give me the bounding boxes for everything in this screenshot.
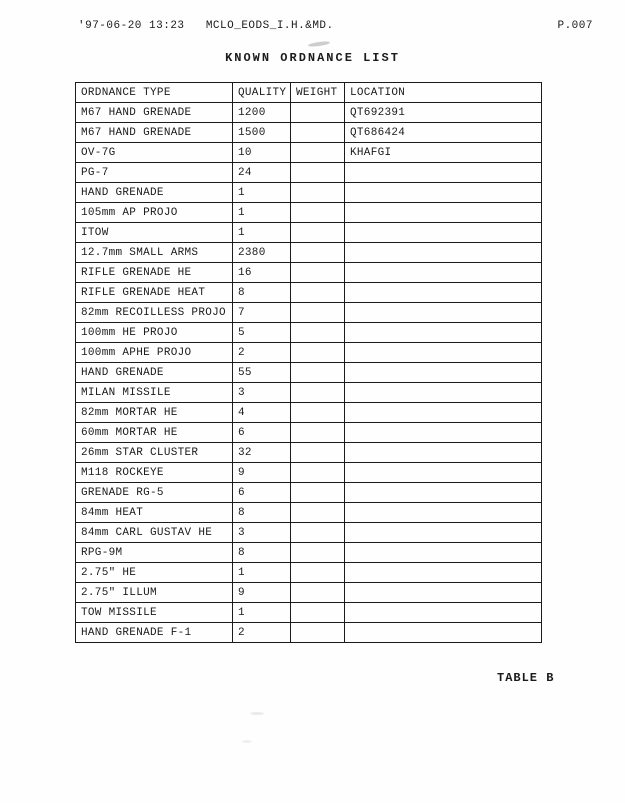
table-cell <box>291 243 345 263</box>
table-cell: 3 <box>233 523 291 543</box>
column-header-quality: QUALITY <box>233 83 291 103</box>
table-cell: 26mm STAR CLUSTER <box>76 443 233 463</box>
fax-timestamp-sender: '97-06-20 13:23 MCLO_EODS_I.H.&MD. <box>78 20 334 32</box>
table-row <box>76 363 542 383</box>
table-cell: 82mm RECOILLESS PROJO <box>76 303 233 323</box>
column-header-location: LOCATION <box>345 83 542 103</box>
table-cell: 6 <box>233 423 291 443</box>
table-cell <box>291 283 345 303</box>
table-cell <box>345 163 542 183</box>
table-cell: 24 <box>233 163 291 183</box>
column-header-ordnance-type: ORDNANCE TYPE <box>76 83 233 103</box>
table-cell <box>345 343 542 363</box>
table-cell: RPG-9M <box>76 543 233 563</box>
table-header-row <box>76 83 542 103</box>
table-cell: M118 ROCKEYE <box>76 463 233 483</box>
scan-artifact <box>242 740 252 743</box>
table-cell: 9 <box>233 583 291 603</box>
table-cell <box>345 203 542 223</box>
table-cell <box>291 203 345 223</box>
table-row <box>76 243 542 263</box>
table-cell <box>291 323 345 343</box>
table-cell <box>345 283 542 303</box>
table-cell: TOW MISSILE <box>76 603 233 623</box>
table-cell <box>291 143 345 163</box>
table-row <box>76 143 542 163</box>
table-row <box>76 203 542 223</box>
table-row <box>76 603 542 623</box>
table-row <box>76 523 542 543</box>
table-cell <box>291 483 345 503</box>
table-row <box>76 163 542 183</box>
table-row <box>76 423 542 443</box>
table-cell <box>291 103 345 123</box>
table-cell <box>345 243 542 263</box>
table-cell <box>291 363 345 383</box>
table-cell: 1 <box>233 603 291 623</box>
table-row <box>76 263 542 283</box>
table-cell <box>291 343 345 363</box>
table-cell <box>291 163 345 183</box>
table-row <box>76 323 542 343</box>
table-cell <box>345 443 542 463</box>
table-row <box>76 403 542 423</box>
table-cell <box>291 583 345 603</box>
table-cell: 3 <box>233 383 291 403</box>
table-row <box>76 563 542 583</box>
table-cell: HAND GRENADE F-1 <box>76 623 233 643</box>
table-cell: 1 <box>233 203 291 223</box>
table-cell <box>345 423 542 443</box>
table-cell <box>291 443 345 463</box>
table-cell: RIFLE GRENADE HE <box>76 263 233 283</box>
table-cell: 1200 <box>233 103 291 123</box>
table-cell: 4 <box>233 403 291 423</box>
table-cell <box>345 523 542 543</box>
ordnance-table <box>75 82 542 643</box>
table-cell: 32 <box>233 443 291 463</box>
table-cell <box>291 623 345 643</box>
table-cell <box>291 563 345 583</box>
table-cell <box>345 323 542 343</box>
table-cell: QT686424 <box>345 123 542 143</box>
table-cell: 84mm HEAT <box>76 503 233 523</box>
table-cell <box>345 463 542 483</box>
table-cell: 82mm MORTAR HE <box>76 403 233 423</box>
table-cell: 60mm MORTAR HE <box>76 423 233 443</box>
table-cell: M67 HAND GRENADE <box>76 103 233 123</box>
table-row <box>76 343 542 363</box>
table-cell: 6 <box>233 483 291 503</box>
table-cell: M67 HAND GRENADE <box>76 123 233 143</box>
table-row <box>76 623 542 643</box>
table-caption: TABLE B <box>497 671 555 685</box>
table-cell <box>291 223 345 243</box>
table-cell <box>345 303 542 323</box>
table-cell: HAND GRENADE <box>76 363 233 383</box>
table-cell: 100mm APHE PROJO <box>76 343 233 363</box>
table-cell <box>291 303 345 323</box>
table-row <box>76 103 542 123</box>
table-row <box>76 463 542 483</box>
fax-page-number: P.007 <box>557 20 593 32</box>
table-cell: 1 <box>233 223 291 243</box>
table-cell <box>291 263 345 283</box>
table-cell: KHAFGI <box>345 143 542 163</box>
table-cell: 8 <box>233 283 291 303</box>
table-cell: ITOW <box>76 223 233 243</box>
table-cell: MILAN MISSILE <box>76 383 233 403</box>
table-cell: 1 <box>233 563 291 583</box>
scan-artifact <box>308 40 330 47</box>
table-cell <box>345 263 542 283</box>
table-row <box>76 283 542 303</box>
table-cell: 16 <box>233 263 291 283</box>
table-row <box>76 583 542 603</box>
table-cell: OV-7G <box>76 143 233 163</box>
column-header-weight: WEIGHT <box>291 83 345 103</box>
table-cell: QT692391 <box>345 103 542 123</box>
table-cell: 84mm CARL GUSTAV HE <box>76 523 233 543</box>
table-cell <box>291 603 345 623</box>
table-row <box>76 483 542 503</box>
table-cell: RIFLE GRENADE HEAT <box>76 283 233 303</box>
table-cell: 8 <box>233 543 291 563</box>
table-cell: 2380 <box>233 243 291 263</box>
table-cell <box>291 183 345 203</box>
table-cell: 2.75" HE <box>76 563 233 583</box>
table-cell: 105mm AP PROJO <box>76 203 233 223</box>
table-cell: HAND GRENADE <box>76 183 233 203</box>
table-cell: 1 <box>233 183 291 203</box>
table-cell <box>345 363 542 383</box>
table-cell <box>345 223 542 243</box>
table-cell: 7 <box>233 303 291 323</box>
table-cell <box>345 623 542 643</box>
table-row <box>76 303 542 323</box>
table-cell: 1500 <box>233 123 291 143</box>
table-cell: 100mm HE PROJO <box>76 323 233 343</box>
table-cell: 2 <box>233 343 291 363</box>
scan-artifact <box>250 712 264 715</box>
table-cell: 5 <box>233 323 291 343</box>
table-cell: 10 <box>233 143 291 163</box>
table-cell <box>345 383 542 403</box>
table-row <box>76 443 542 463</box>
table-cell: 55 <box>233 363 291 383</box>
table-row <box>76 383 542 403</box>
table-cell <box>345 583 542 603</box>
table-row <box>76 223 542 243</box>
table-cell: 9 <box>233 463 291 483</box>
table-cell <box>345 183 542 203</box>
table-cell <box>291 423 345 443</box>
table-cell <box>291 383 345 403</box>
table-cell <box>345 543 542 563</box>
table-cell: GRENADE RG-5 <box>76 483 233 503</box>
table-cell <box>291 463 345 483</box>
table-cell: 2.75" ILLUM <box>76 583 233 603</box>
document-title: KNOWN ORDNANCE LIST <box>225 51 400 65</box>
table-cell <box>345 603 542 623</box>
table-cell: 8 <box>233 503 291 523</box>
table-body <box>76 103 542 643</box>
table-cell <box>291 503 345 523</box>
table-cell: 2 <box>233 623 291 643</box>
table-cell: PG-7 <box>76 163 233 183</box>
table-cell <box>345 483 542 503</box>
table-cell <box>345 563 542 583</box>
table-row <box>76 543 542 563</box>
table-row <box>76 123 542 143</box>
table-cell <box>291 523 345 543</box>
table-cell <box>291 403 345 423</box>
table-cell <box>345 503 542 523</box>
table-cell <box>291 123 345 143</box>
table-cell <box>291 543 345 563</box>
table-row <box>76 183 542 203</box>
table-cell: 12.7mm SMALL ARMS <box>76 243 233 263</box>
table-row <box>76 503 542 523</box>
table-cell <box>345 403 542 423</box>
